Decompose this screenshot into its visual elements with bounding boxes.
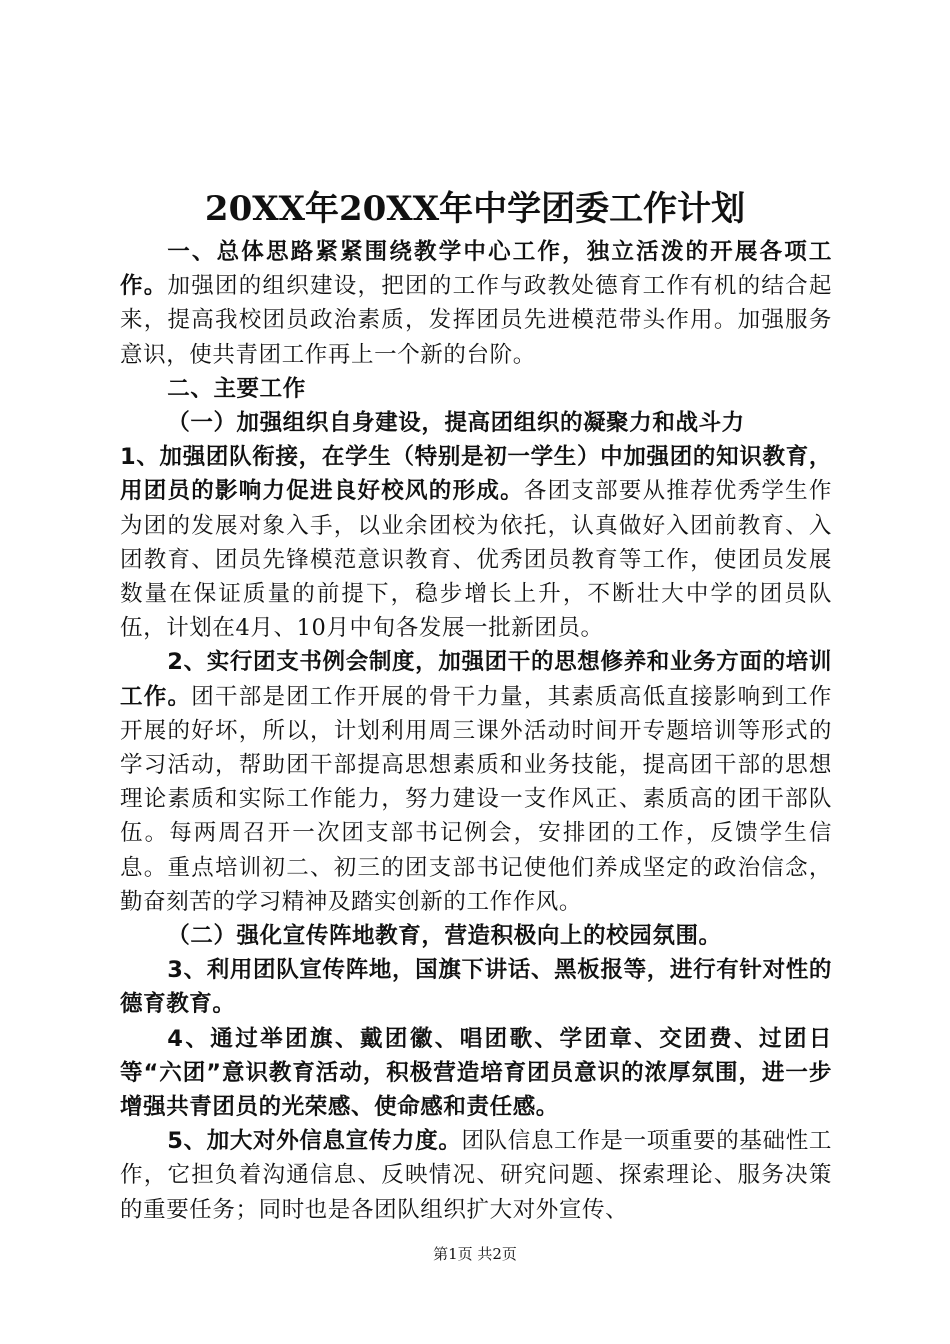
paragraph-body: 团队信息工作是一项重要的基础性工作，它担负着沟通信息、反映情况、研究问题、探索理论、服务决策的重要任务；同时也是各团队组织扩大对外宣传、 (120, 1128, 832, 1223)
subsection-heading-publicity: （二）强化宣传阵地教育，营造积极向上的校园氛围。 (167, 923, 722, 950)
paragraph-item-4 (120, 1022, 832, 1125)
paragraph-lead: 5、加大对外信息宣传力度。 (167, 1128, 462, 1155)
paragraph-item-2 (120, 645, 832, 919)
paragraph-item-3 (120, 953, 832, 1021)
document-title: 20XX年20XX年中学团委工作计划 (204, 189, 746, 229)
paragraph-lead: 2、实行团支书例会制度，加强团干的思想修养和业务方面的培训工作。 (120, 649, 832, 710)
paragraph-item-1 (120, 440, 832, 645)
paragraph-overall-approach (120, 235, 832, 372)
section-heading-main-work: 二、主要工作 (167, 375, 306, 402)
paragraph-lead: 3、利用团队宣传阵地，国旗下讲话、黑板报等，进行有针对性的德育教育。 (120, 957, 832, 1018)
paragraph-lead: 一、总体思路紧紧围绕教学中心工作，独立活泼的开展各项工作。 (120, 239, 832, 300)
paragraph-body: 各团支部要从推荐优秀学生作为团的发展对象入手，以业余团校为依托，认真做好入团前教育、入团教育、团员先锋模范意识教育、优秀团员教育等工作，使团员发展数量在保证质量的前提下，稳步增长上升，不断壮大中学的团员队伍，计划在4月、10月中旬各发展一批新团员。 (120, 478, 832, 642)
paragraph-item-5 (120, 1124, 832, 1227)
document-body (120, 235, 832, 1227)
page-footer: 第1页 共2页 (433, 1245, 517, 1263)
paragraph-body: 加强团的组织建设，把团的工作与政教处德育工作有机的结合起来，提高我校团员政治素质，发挥团员先进模范带头作用。加强服务意识，使共青团工作再上一个新的台阶。 (120, 273, 832, 368)
paragraph-lead: 4、通过举团旗、戴团徽、唱团歌、学团章、交团费、过团日等“六团”意识教育活动，积极营造培育团员意识的浓厚氛围，进一步增强共青团员的光荣感、使命感和责任感。 (120, 1025, 832, 1121)
subsection-heading-organization: （一）加强组织自身建设，提高团组织的凝聚力和战斗力 (167, 410, 745, 437)
paragraph-lead: 1、加强团队衔接，在学生（特别是初一学生）中加强团的知识教育，用团员的影响力促进良好校风的形成。 (120, 444, 832, 505)
paragraph-body: 团干部是团工作开展的骨干力量，其素质高低直接影响到工作开展的好坏，所以，计划利用周三课外活动时间开专题培训等形式的学习活动，帮助团干部提高思想素质和业务技能，提高团干部的思想理论素质和实际工作能力，努力建设一支作风正、素质高的团干部队伍。每两周召开一次团支部书记例会，安排团的工作，反馈学生信息。重点培训初二、初三的团支部书记使他们养成坚定的政治信念，勤奋刻苦的学习精神及踏实创新的工作作风。 (120, 683, 832, 915)
